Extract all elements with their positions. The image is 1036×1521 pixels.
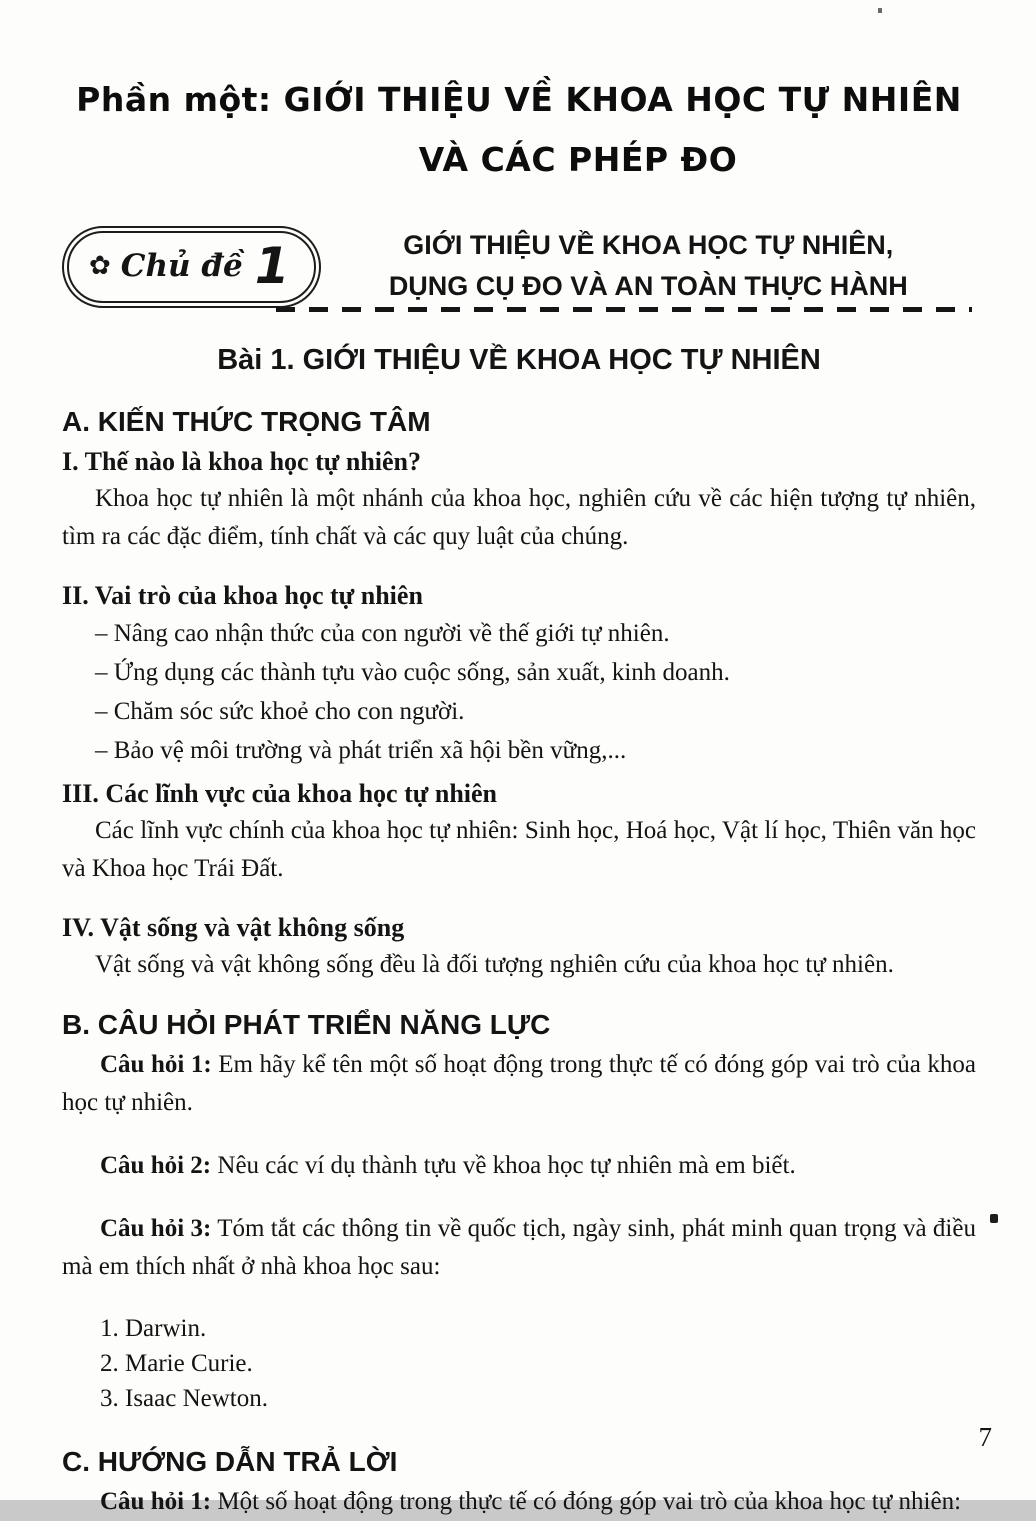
scan-speck (990, 1214, 998, 1223)
subsection-3-heading: III. Các lĩnh vực của khoa học tự nhiên (62, 779, 498, 808)
topic-heading-line1: GIỚI THIỆU VỀ KHOA HỌC TỰ NHIÊN, (403, 230, 894, 260)
section-b-heading: B. CÂU HỎI PHÁT TRIỂN NĂNG LỰC (62, 1009, 551, 1040)
list-item: 2. Marie Curie. (100, 1350, 253, 1377)
question-1-label: Câu hỏi 1: (100, 1051, 212, 1078)
scientist-list (62, 1311, 976, 1416)
answer-1-label: Câu hỏi 1: (100, 1488, 212, 1515)
topic-badge (62, 226, 321, 309)
part-title-line1: Phần một: GIỚI THIỆU VỀ KHOA HỌC TỰ NHIÊN (76, 80, 962, 119)
topic-heading-line2: DỤNG CỤ ĐO VÀ AN TOÀN THỰC HÀNH (388, 271, 908, 301)
list-item: 1. Darwin. (100, 1315, 207, 1342)
question-1 (62, 1046, 976, 1122)
section-a-heading: A. KIẾN THỨC TRỌNG TÂM (62, 406, 431, 437)
subsection-1-heading: I. Thế nào là khoa học tự nhiên? (62, 447, 421, 476)
question-3-text: Tóm tắt các thông tin về quốc tịch, ngày sinh, phát minh quan trọng và điều mà em thích nhất ở nhà khoa học sau: (62, 1215, 976, 1280)
question-2-label: Câu hỏi 2: (100, 1152, 212, 1179)
part-title (62, 80, 976, 179)
subsection-4-heading: IV. Vật sống và vật không sống (62, 913, 405, 942)
topic-header (62, 221, 976, 313)
topic-heading (321, 221, 976, 313)
subsection-2-heading: II. Vai trò của khoa học tự nhiên (62, 581, 423, 610)
list-item: 3. Isaac Newton. (100, 1385, 268, 1412)
subsection-1-paragraph: Khoa học tự nhiên là một nhánh của khoa học, nghiên cứu về các hiện tượng tự nhiên, tìm ra các đặc điểm, tính chất và các quy luật của chúng. (62, 485, 976, 550)
subsection-2-bullets (62, 614, 976, 770)
question-2 (62, 1147, 976, 1185)
question-3 (62, 1210, 976, 1286)
bullet-item: – Ứng dụng các thành tựu vào cuộc sống, sản xuất, kinh doanh. (95, 659, 730, 686)
scan-speck (878, 8, 882, 13)
subsection-4-paragraph: Vật sống và vật không sống đều là đối tượng nghiên cứu của khoa học tự nhiên. (95, 951, 894, 978)
topic-badge-inner (67, 231, 316, 304)
topic-badge-label: Chủ đề (120, 247, 243, 284)
lesson-title: Bài 1. GIỚI THIỆU VỀ KHOA HỌC TỰ NHIÊN (217, 344, 821, 376)
page-number: 7 (978, 1422, 992, 1452)
bullet-item: – Nâng cao nhận thức của con người về thế giới tự nhiên. (95, 620, 670, 647)
question-3-label: Câu hỏi 3: (100, 1215, 212, 1242)
subsection-3-paragraph: Các lĩnh vực chính của khoa học tự nhiên: Sinh học, Hoá học, Vật lí học, Thiên văn học và Khoa học Trái Đất. (62, 817, 976, 882)
bullet-item: – Chăm sóc sức khoẻ cho con người. (95, 698, 465, 725)
topic-badge-number: 1 (254, 236, 290, 295)
dashed-divider (276, 307, 972, 312)
part-title-line2: VÀ CÁC PHÉP ĐO (418, 140, 738, 179)
answer-1 (62, 1483, 976, 1521)
question-1-text: Em hãy kể tên một số hoạt động trong thực tế có đóng góp vai trò của khoa học tự nhiên. (62, 1051, 977, 1116)
answer-1-text: Một số hoạt động trong thực tế có đóng góp vai trò của khoa học tự nhiên: (217, 1488, 962, 1515)
question-2-text: Nêu các ví dụ thành tựu về khoa học tự nhiên mà em biết. (217, 1152, 796, 1179)
section-c-heading: C. HƯỚNG DẪN TRẢ LỜI (62, 1446, 398, 1477)
flower-icon: ✿ (89, 251, 111, 280)
bullet-item: – Bảo vệ môi trường và phát triển xã hội bền vững,... (95, 737, 627, 764)
